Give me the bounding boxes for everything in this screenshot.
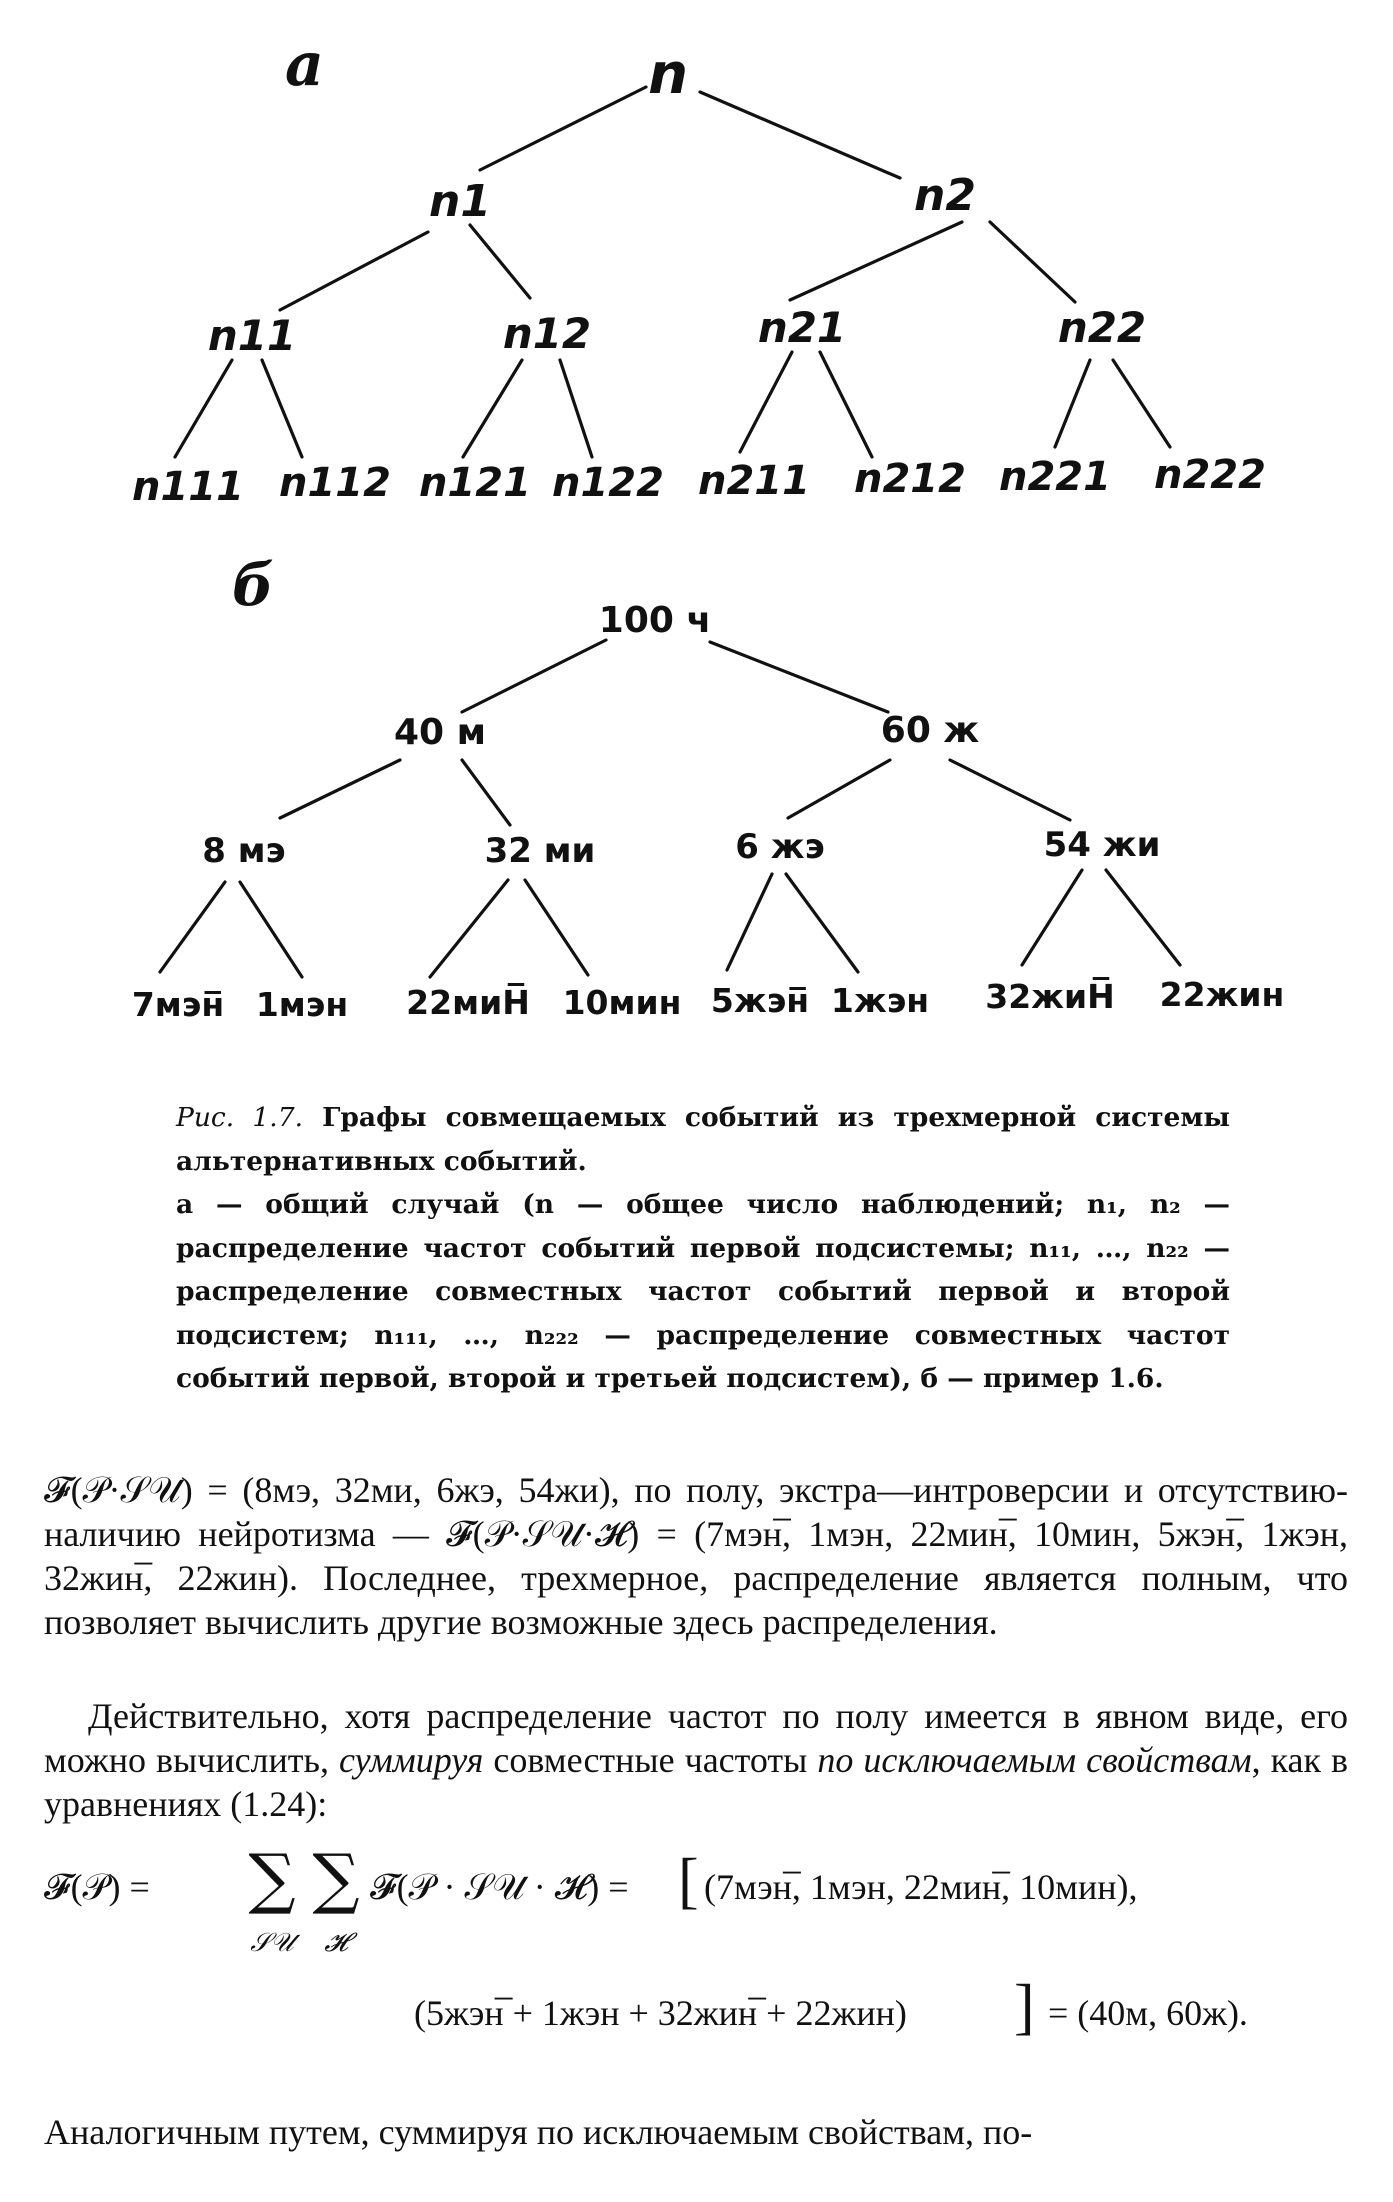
edge <box>788 760 890 818</box>
tree-a-leaf: n222 <box>1154 452 1266 498</box>
emphasis: суммируя <box>338 1740 484 1780</box>
panel-label-b: б <box>232 551 274 619</box>
sum-subscript: 𝓗 <box>324 1928 348 1957</box>
edge <box>710 642 888 712</box>
tree-a-node: n2 <box>914 170 976 221</box>
paragraph-text <box>44 1694 1348 1826</box>
tree-b-leaf: 32жиН̅ <box>985 977 1115 1016</box>
tree-b-node: 60 ж <box>880 710 980 751</box>
tree-a-nodes <box>132 42 1266 510</box>
equation-text: (7мэн̅, 1мэн, 22мин̅, 10мин), <box>704 1867 1138 1907</box>
edge <box>1106 870 1180 965</box>
equation-line-2-tail <box>1048 1992 1248 2034</box>
caption-title: Графы совмещаемых событий из трехмерной системы альтернативных событий. <box>176 1102 1230 1177</box>
tree-a-node: n1 <box>429 176 491 227</box>
tree-b-leaf: 1жэн <box>830 981 930 1020</box>
edge <box>462 640 606 712</box>
tree-a-leaf: n121 <box>419 460 531 506</box>
edge <box>700 92 900 178</box>
tree-b-node: 54 жи <box>1043 825 1161 865</box>
body-paragraph-3 <box>44 2110 1348 2154</box>
edge <box>786 874 858 972</box>
equation-line-1-tail <box>704 1866 1137 1908</box>
paragraph-text: Аналогичным путем, суммируя по исключаемым свойствам, по- <box>44 2112 1033 2152</box>
equation-line-1 <box>44 1866 150 1909</box>
equation-line-2 <box>414 1992 907 2034</box>
body-paragraph-2 <box>44 1694 1348 1826</box>
edge <box>1055 360 1090 447</box>
edge <box>990 222 1075 302</box>
edge <box>280 760 400 818</box>
edge <box>262 360 302 457</box>
open-bracket <box>678 1846 699 1917</box>
emphasis: по исключаемым свойствам <box>817 1740 1252 1780</box>
equation-text: = (40м, 60ж). <box>1048 1993 1248 2033</box>
tree-b-leaf: 5жэн̅ <box>710 981 810 1020</box>
bracket: ] <box>1014 1973 1035 2041</box>
edge <box>430 880 508 977</box>
tree-b-node: 8 мэ <box>202 831 286 871</box>
equation-rhs-text: 𝓕(𝒫 · 𝒮𝒰 · 𝓗) = <box>370 1867 629 1907</box>
edge <box>160 882 225 972</box>
tree-b-node: 32 ми <box>484 831 596 871</box>
sum-symbol: ∑ <box>248 1840 296 1917</box>
tree-a-leaf: n211 <box>698 458 810 504</box>
sum-2 <box>306 1840 366 1917</box>
tree-b-leaf: 22миН̅ <box>406 983 530 1022</box>
sum-subscript: 𝒮𝒰 <box>250 1928 294 1957</box>
tree-a-root: n <box>648 42 688 107</box>
equation-rhs <box>370 1866 629 1909</box>
text-run: , как в уравнениях (1.24): <box>44 1740 1348 1824</box>
tree-b-edges <box>160 640 1180 977</box>
edge <box>560 360 592 457</box>
edge <box>240 882 302 977</box>
caption-number: Рис. 1.7. <box>176 1102 304 1133</box>
sum-1 <box>242 1840 302 1917</box>
tree-a-leaf: n112 <box>279 460 391 506</box>
tree-b-node: 40 м <box>393 712 487 753</box>
tree-b-leaf: 7мэн̅ <box>131 985 225 1024</box>
tree-a-node: n21 <box>757 303 847 352</box>
tree-a-leaf: n122 <box>552 460 664 506</box>
tree-b-leaf: 10мин <box>562 983 682 1022</box>
tree-a-node: n22 <box>1057 303 1147 352</box>
edge <box>480 87 646 170</box>
caption-explanation: а — общий случай (n — общее число наблюдений; n₁, n₂ — распределение частот событий первой подсистемы; n₁₁, …, n₂₂ — распределение совместных частот событий первой и второй подсистем; n₁₁₁, …, n₂₂₂ — распределение совместных частот событий первой, второй и третьей подсистем), б — пример 1.6. <box>176 1189 1230 1394</box>
tree-b-root: 100 ч <box>598 600 712 641</box>
sum-2-subscript <box>306 1918 366 1960</box>
edge <box>1113 360 1170 447</box>
text-run: совместные частоты <box>483 1740 818 1780</box>
edge <box>1022 870 1082 965</box>
tree-a-node: n11 <box>207 311 297 360</box>
figure-caption <box>176 1096 1230 1401</box>
paragraph-text: 𝓕(𝒫·𝒮𝒰) = (8мэ, 32ми, 6жэ, 54жи), по полу, экстра—интроверсии и отсутствию-наличию нейротизма — 𝓕(𝒫·𝒮𝒰·𝓗) = (7мэн̅, 1мэн, 22мин̅, 10мин, 5жэн̅, 1жэн, 32жин̅, 22жин). Последнее, трехмерное, распределение является полным, что позволяет вычислить другие возможные здесь распределения. <box>44 1470 1348 1642</box>
edge <box>740 352 792 452</box>
tree-a-leaf: n221 <box>999 454 1111 500</box>
edge <box>175 360 232 457</box>
edge <box>462 760 510 825</box>
edge <box>950 760 1070 820</box>
tree-b-node: 6 жэ <box>735 827 825 867</box>
tree-a-leaf: n212 <box>854 456 966 502</box>
edge <box>727 874 772 970</box>
tree-a-edges <box>175 87 1170 457</box>
body-paragraph-1 <box>44 1468 1348 1644</box>
equation-text: (5жэн̅ + 1жэн + 32жин̅ + 22жин) <box>414 1993 907 2033</box>
caption-title-line <box>176 1096 1230 1183</box>
tree-a-node: n12 <box>502 309 592 358</box>
tree-b-leaf: 22жин <box>1159 975 1285 1014</box>
text-run: Действительно, хотя распределение частот по полу имеется в явном виде, его можно вычислить, <box>44 1696 1348 1780</box>
sum-symbol: ∑ <box>312 1840 360 1917</box>
sum-1-subscript <box>240 1918 304 1960</box>
tree-b-leaf: 1мэн <box>255 985 349 1024</box>
equation-lhs: 𝓕(𝒫) = <box>44 1867 150 1907</box>
edge <box>820 352 872 457</box>
edge <box>280 232 428 310</box>
bracket: [ <box>678 1847 699 1915</box>
figure-trees <box>0 0 1393 1080</box>
edge <box>790 222 962 300</box>
tree-b-nodes <box>132 600 1284 1024</box>
panel-label-a: a <box>285 30 324 100</box>
edge <box>525 880 588 975</box>
close-bracket <box>1014 1972 1035 2043</box>
edge <box>470 225 530 298</box>
tree-a-leaf: n111 <box>132 464 244 510</box>
edge <box>463 360 522 457</box>
